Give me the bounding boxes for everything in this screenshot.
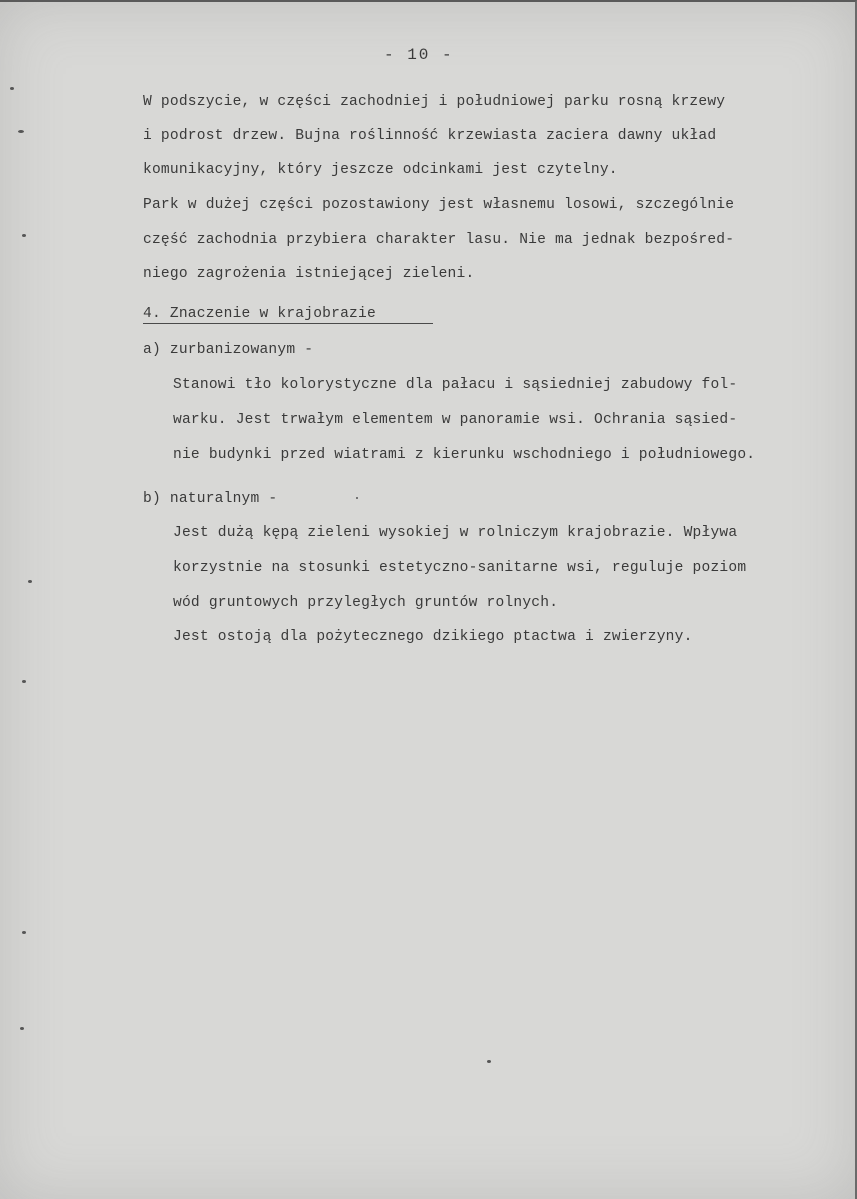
paragraph-line: W podszycie, w części zachodniej i południowej parku rosną krzewy — [143, 94, 726, 110]
item-b-label: b) naturalnym - — [143, 491, 278, 507]
paragraph-line: Park w dużej części pozostawiony jest własnemu losowi, szczególnie — [143, 197, 735, 213]
paragraph-line: komunikacyjny, który jeszcze odcinkami jest czytelny. — [143, 162, 618, 178]
scan-speck — [22, 234, 26, 237]
paragraph-line: i podrost drzew. Bujna roślinność krzewiasta zaciera dawny układ — [143, 128, 717, 144]
scan-speck — [10, 87, 14, 90]
item-b-line: Jest ostoją dla pożytecznego dzikiego ptactwa i zwierzyny. — [173, 629, 693, 645]
scan-speck — [22, 931, 26, 934]
section-heading: 4. Znaczenie w krajobrazie — [143, 306, 376, 322]
item-a-label: a) zurbanizowanym - — [143, 342, 314, 358]
item-b-line: korzystnie na stosunki estetyczno-sanitarne wsi, reguluje poziom — [173, 560, 747, 576]
scan-speck — [356, 497, 358, 499]
item-b-line: wód gruntowych przyległych gruntów rolnych. — [173, 595, 559, 611]
item-b-line: Jest dużą kępą zieleni wysokiej w rolniczym krajobrazie. Wpływa — [173, 525, 738, 541]
heading-underline — [143, 323, 433, 324]
paragraph-line: część zachodnia przybiera charakter lasu. Nie ma jednak bezpośred- — [143, 232, 735, 248]
page-number: - 10 - — [384, 46, 454, 64]
item-a-line: Stanowi tło kolorystyczne dla pałacu i sąsiedniej zabudowy fol- — [173, 377, 738, 393]
scan-speck — [28, 580, 32, 583]
scan-speck — [22, 680, 26, 683]
item-a-line: warku. Jest trwałym elementem w panoramie wsi. Ochrania sąsied- — [173, 412, 738, 428]
scan-speck — [18, 130, 24, 133]
paragraph-line: niego zagrożenia istniejącej zieleni. — [143, 266, 475, 282]
scan-speck — [487, 1060, 491, 1063]
item-a-line: nie budynki przed wiatrami z kierunku wschodniego i południowego. — [173, 447, 756, 463]
scan-speck — [20, 1027, 24, 1030]
